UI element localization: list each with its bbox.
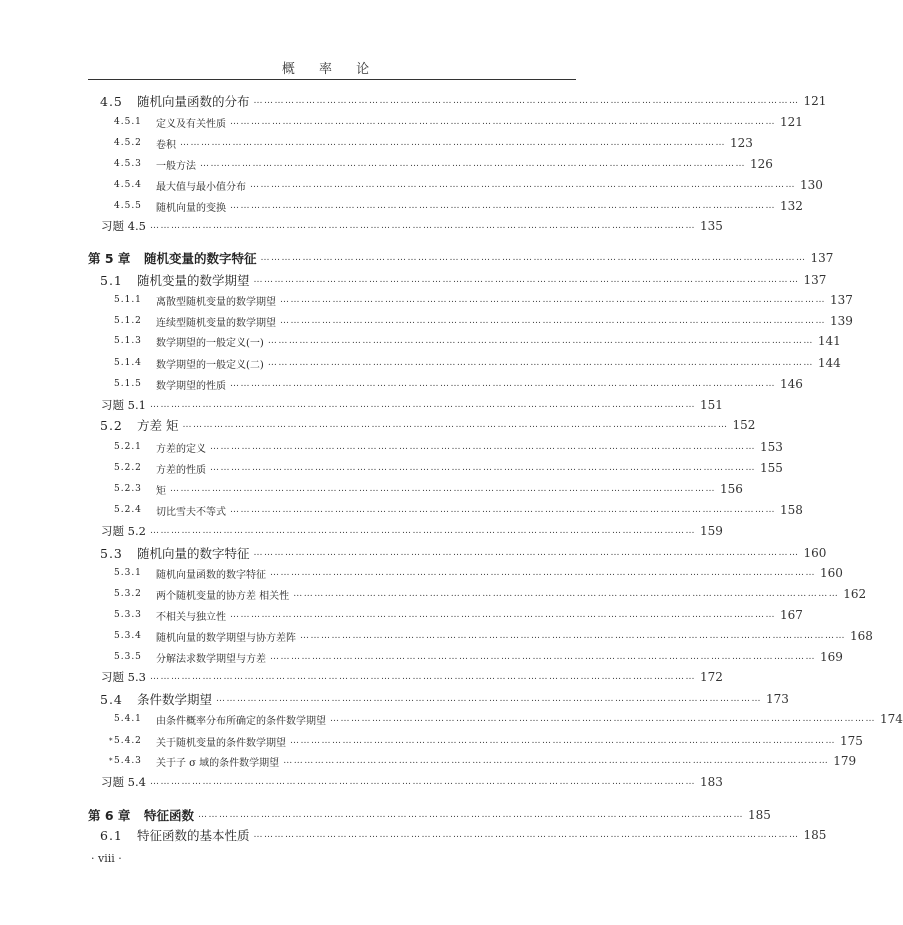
toc-entry-label [0, 690, 212, 708]
toc-entry-label [0, 115, 226, 130]
toc-entry-label [0, 461, 206, 476]
toc-entry-number: 5.2.2 [114, 463, 142, 473]
toc-entry-sub [0, 332, 841, 350]
dot-leader: ………………………………………………………………………………………………………………………………………… [149, 221, 696, 231]
dot-leader: ………………………………………………………………………………………………………………………………………… [198, 810, 745, 820]
toc-entry-exercise [0, 396, 723, 414]
toc-entry-label [0, 608, 226, 623]
dot-leader: ………………………………………………………………………………………………………………………………………… [253, 830, 800, 840]
toc-entry-title: 一般方法 [156, 160, 196, 172]
toc-entry-title: 分解法求数学期望与方差 [156, 653, 266, 665]
dot-leader: ………………………………………………………………………………………………………………………………………… [182, 420, 729, 430]
toc-entry-sub [0, 648, 843, 666]
page-number: · viii · [91, 852, 122, 865]
toc-entry-title: 关于子 σ 域的条件数学期望 [156, 757, 280, 769]
toc-entry-number: 5.3.1 [114, 568, 142, 578]
toc-entry-number: 5.1 [100, 272, 123, 288]
toc-entry-title: 习题 5.1 [101, 398, 146, 412]
toc-entry-sub [0, 312, 853, 330]
optional-marker: * [109, 757, 113, 765]
toc-entry-number: 5.2.3 [114, 484, 142, 494]
toc-entry-label [0, 523, 146, 539]
dot-leader: ………………………………………………………………………………………………………………………………………… [270, 568, 816, 578]
toc-entry-number: 4.5.4 [114, 180, 142, 190]
toc-entry-page: 179 [833, 754, 857, 768]
dot-leader: ………………………………………………………………………………………………………………………………………… [290, 736, 836, 746]
toc-entry-title: 习题 4.5 [101, 219, 146, 233]
toc-entry-sub [0, 197, 803, 215]
toc-entry-number: 4.5.5 [114, 201, 142, 211]
toc-entry-label [0, 669, 146, 685]
toc-entry-number: 5.3 [100, 545, 123, 561]
toc-entry-sub [0, 501, 803, 519]
toc-entry-title: 关于随机变量的条件数学期望 [156, 737, 286, 749]
toc-entry-section [0, 826, 827, 844]
toc-entry-label [0, 587, 289, 602]
toc-entry-sub [0, 438, 783, 456]
toc-entry-sub [0, 732, 863, 750]
toc-entry-label [0, 199, 226, 214]
toc-entry-page: 158 [780, 503, 803, 517]
toc-entry-sub [0, 564, 843, 582]
toc-entry-page: 159 [699, 524, 723, 538]
dot-leader: ………………………………………………………………………………………………………………………………………… [230, 379, 776, 389]
toc-entry-page: 183 [699, 775, 723, 789]
toc-entry-title: 方差的性质 [156, 464, 206, 476]
toc-entry-page: 137 [810, 251, 834, 265]
toc-entry-number: 5.3.2 [114, 589, 142, 599]
dot-leader: ………………………………………………………………………………………………………………………………………… [280, 316, 826, 326]
toc-entry-title: 习题 5.4 [101, 775, 146, 789]
toc-entry-page: 144 [817, 356, 841, 370]
dot-leader: ………………………………………………………………………………………………………………………………………… [330, 714, 876, 724]
toc-entry-title: 习题 5.3 [101, 670, 146, 684]
toc-entry-label [0, 334, 264, 349]
toc-entry-label [0, 712, 326, 727]
toc-entry-title: 定义及有关性质 [156, 118, 226, 130]
toc-entry-label [0, 440, 206, 455]
toc-entry-sub [0, 176, 823, 194]
toc-entry-sub [0, 606, 803, 624]
toc-entry-title: 最大值与最小值分布 [156, 181, 246, 193]
toc-entry-page: 130 [800, 178, 823, 192]
toc-entry-label [0, 650, 266, 665]
toc-entry-label [0, 377, 226, 392]
dot-leader: ………………………………………………………………………………………………………………………………………… [149, 672, 696, 682]
toc-entry-sub [0, 155, 773, 173]
dot-leader: ………………………………………………………………………………………………………………………………………… [253, 275, 800, 285]
toc-entry-label [0, 734, 286, 749]
toc-entry-sub [0, 291, 853, 309]
dot-leader: ………………………………………………………………………………………………………………………………………… [283, 756, 830, 766]
dot-leader: ………………………………………………………………………………………………………………………………………… [253, 548, 800, 558]
toc-entry-page: 151 [699, 398, 723, 412]
toc-entry-sub [0, 585, 867, 603]
toc-entry-label [0, 503, 226, 518]
toc-entry-page: 126 [750, 157, 773, 171]
toc-entry-sub [0, 752, 857, 770]
dot-leader: ………………………………………………………………………………………………………………………………………… [149, 777, 696, 787]
toc-entry-section [0, 271, 827, 289]
toc-entry-page: 141 [817, 334, 841, 348]
toc-entry-title: 特征函数 [144, 808, 195, 823]
toc-entry-page: 152 [732, 418, 756, 432]
dot-leader: ………………………………………………………………………………………………………………………………………… [267, 358, 814, 368]
toc-entry-sub [0, 710, 903, 728]
optional-marker: * [109, 737, 113, 745]
dot-leader: ………………………………………………………………………………………………………………………………………… [230, 201, 776, 211]
toc-entry-label [0, 293, 276, 308]
dot-leader: ………………………………………………………………………………………………………………………………………… [250, 180, 796, 190]
toc-entry-sub [0, 375, 803, 393]
toc-entry-page: 137 [803, 273, 827, 287]
dot-leader: ………………………………………………………………………………………………………………………………………… [216, 694, 763, 704]
toc-entry-number: 4.5 [100, 93, 123, 109]
toc-entry-sub [0, 459, 783, 477]
toc-entry-number: 5.2.1 [114, 442, 142, 452]
dot-leader: ………………………………………………………………………………………………………………………………………… [300, 631, 846, 641]
dot-leader: ………………………………………………………………………………………………………………………………………… [260, 253, 807, 263]
dot-leader: ………………………………………………………………………………………………………………………………………… [170, 484, 716, 494]
toc-entry-title: 连续型随机变量的数学期望 [156, 317, 276, 329]
toc-entry-section [0, 416, 756, 434]
toc-entry-page: 153 [760, 440, 783, 454]
toc-entry-title: 方差 矩 [137, 418, 179, 433]
toc-entry-number: 5.2.4 [114, 505, 142, 515]
toc-entry-sub [0, 354, 841, 372]
toc-entry-title: 随机向量的数学期望与协方差阵 [156, 632, 296, 644]
dot-leader: ………………………………………………………………………………………………………………………………………… [253, 96, 800, 106]
toc-entry-label [0, 271, 250, 289]
toc-entry-label [0, 416, 178, 434]
toc-entry-exercise [0, 773, 723, 791]
toc-entry-exercise [0, 522, 723, 540]
dot-leader: ………………………………………………………………………………………………………………………………………… [210, 463, 756, 473]
toc-entry-page: 155 [760, 461, 783, 475]
toc-entry-number: 4.5.3 [114, 159, 142, 169]
toc-entry-page: 137 [830, 293, 853, 307]
toc-entry-sub [0, 134, 753, 152]
dot-leader: ………………………………………………………………………………………………………………………………………… [210, 442, 756, 452]
toc-entry-number: 4.5.2 [114, 138, 142, 148]
toc-entry-title: 矩 [156, 485, 166, 497]
toc-entry-page: 172 [699, 670, 723, 684]
toc-entry-page: 121 [803, 94, 827, 108]
toc-entry-sub [0, 113, 803, 131]
toc-entry-number: 5.4.2 [114, 736, 142, 746]
toc-entry-page: 160 [803, 546, 827, 560]
toc-entry-title: 特征函数的基本性质 [137, 828, 250, 843]
toc-entry-title: 数学期望的性质 [156, 380, 226, 392]
toc-entry-label [0, 774, 146, 790]
toc-entry-number: 5.1.3 [114, 336, 142, 346]
toc-entry-chapter [0, 249, 834, 267]
toc-entry-number: 5.4.3 [114, 756, 142, 766]
toc-entry-title: 随机向量函数的分布 [137, 94, 250, 109]
toc-entry-title: 数学期望的一般定义(二) [156, 359, 264, 371]
dot-leader: ………………………………………………………………………………………………………………………………………… [280, 295, 826, 305]
toc-entry-title: 数学期望的一般定义(一) [156, 337, 264, 349]
toc-entry-label [0, 249, 257, 267]
toc-entry-number: 5.1.2 [114, 316, 142, 326]
toc-entry-title: 离散型随机变量的数学期望 [156, 296, 276, 308]
dot-leader: ………………………………………………………………………………………………………………………………………… [230, 117, 776, 127]
toc-entry-page: 175 [840, 734, 863, 748]
toc-entry-title: 卷积 [156, 139, 176, 151]
toc-entry-title: 不相关与独立性 [156, 611, 226, 623]
dot-leader: ………………………………………………………………………………………………………………………………………… [270, 652, 816, 662]
toc-entry-title: 随机向量的数字特征 [137, 546, 250, 561]
toc-entry-number: 5.4 [100, 691, 123, 707]
toc-entry-page: 167 [780, 608, 803, 622]
toc-entry-label [0, 806, 194, 824]
toc-entry-label [0, 157, 196, 172]
toc-entry-exercise [0, 217, 723, 235]
toc-entry-page: 160 [820, 566, 843, 580]
toc-entry-label [0, 356, 264, 371]
toc-entry-title: 由条件概率分布所确定的条件数学期望 [156, 715, 326, 727]
toc-entry-page: 169 [820, 650, 843, 664]
toc-entry-label [0, 544, 250, 562]
toc-entry-sub [0, 627, 873, 645]
toc-entry-label [0, 482, 166, 497]
toc-entry-number: 5.3.5 [114, 652, 142, 662]
toc-entry-section [0, 690, 789, 708]
toc-entry-number: 5.3.4 [114, 631, 142, 641]
toc-entry-page: 139 [830, 314, 853, 328]
toc-entry-page: 156 [720, 482, 743, 496]
dot-leader: ………………………………………………………………………………………………………………………………………… [230, 610, 776, 620]
toc-entry-page: 135 [699, 219, 723, 233]
dot-leader: ………………………………………………………………………………………………………………………………………… [149, 526, 696, 536]
toc-entry-label [0, 754, 279, 769]
toc-entry-section [0, 92, 827, 110]
toc-entry-title: 随机向量函数的数字特征 [156, 569, 266, 581]
toc-entry-label [0, 566, 266, 581]
toc-entry-label [0, 136, 176, 151]
toc-entry-title: 随机变量的数学期望 [137, 273, 250, 288]
toc-entry-page: 132 [780, 199, 803, 213]
toc-entry-page: 146 [780, 377, 803, 391]
dot-leader: ………………………………………………………………………………………………………………………………………… [180, 138, 726, 148]
running-header: 概 率 论 [281, 62, 380, 77]
toc-entry-label [0, 314, 276, 329]
toc-entry-section [0, 544, 827, 562]
toc-entry-title: 习题 5.2 [101, 524, 146, 538]
toc-entry-label [0, 397, 146, 413]
dot-leader: ………………………………………………………………………………………………………………………………………… [200, 159, 746, 169]
toc-entry-title: 两个随机变量的协方差 相关性 [156, 590, 290, 602]
toc-entry-label [0, 826, 250, 844]
toc-entry-page: 185 [748, 808, 771, 822]
toc-entry-number: 6.1 [100, 827, 123, 843]
toc-entry-page: 123 [730, 136, 753, 150]
toc-entry-title: 随机向量的变换 [156, 202, 226, 214]
toc-entry-page: 185 [803, 828, 827, 842]
toc-entry-page: 173 [766, 692, 789, 706]
toc-entry-page: 121 [780, 115, 803, 129]
dot-leader: ………………………………………………………………………………………………………………………………………… [293, 589, 840, 599]
toc-entry-title: 切比雪夫不等式 [156, 506, 226, 518]
dot-leader: ………………………………………………………………………………………………………………………………………… [230, 505, 776, 515]
toc-entry-label [0, 178, 246, 193]
toc-entry-page: 174 [880, 712, 903, 726]
toc-entry-title: 条件数学期望 [137, 692, 213, 707]
toc-entry-exercise [0, 668, 723, 686]
header-rule [88, 79, 576, 80]
toc-entry-label [0, 92, 250, 110]
toc-entry-number: 5.1.1 [114, 295, 142, 305]
toc-entry-chapter [0, 806, 771, 824]
toc-entry-label [0, 218, 146, 234]
toc-entry-page: 162 [843, 587, 867, 601]
toc-entry-number: 5.3.3 [114, 610, 142, 620]
toc-entry-label [0, 629, 296, 644]
toc-entry-number: 5.1.5 [114, 379, 142, 389]
toc-entry-page: 168 [850, 629, 873, 643]
toc-entry-number: 5.2 [100, 417, 123, 433]
toc-entry-number: 5.1.4 [114, 358, 142, 368]
toc-entry-number: 4.5.1 [114, 117, 142, 127]
toc-entry-sub [0, 480, 743, 498]
dot-leader: ………………………………………………………………………………………………………………………………………… [267, 336, 814, 346]
toc-entry-number: 第 5 章 [88, 251, 131, 266]
toc-entry-title: 方差的定义 [156, 443, 206, 455]
dot-leader: ………………………………………………………………………………………………………………………………………… [149, 400, 696, 410]
toc-entry-title: 随机变量的数字特征 [144, 251, 257, 266]
toc-entry-number: 第 6 章 [88, 808, 131, 823]
toc-entry-number: 5.4.1 [114, 714, 142, 724]
